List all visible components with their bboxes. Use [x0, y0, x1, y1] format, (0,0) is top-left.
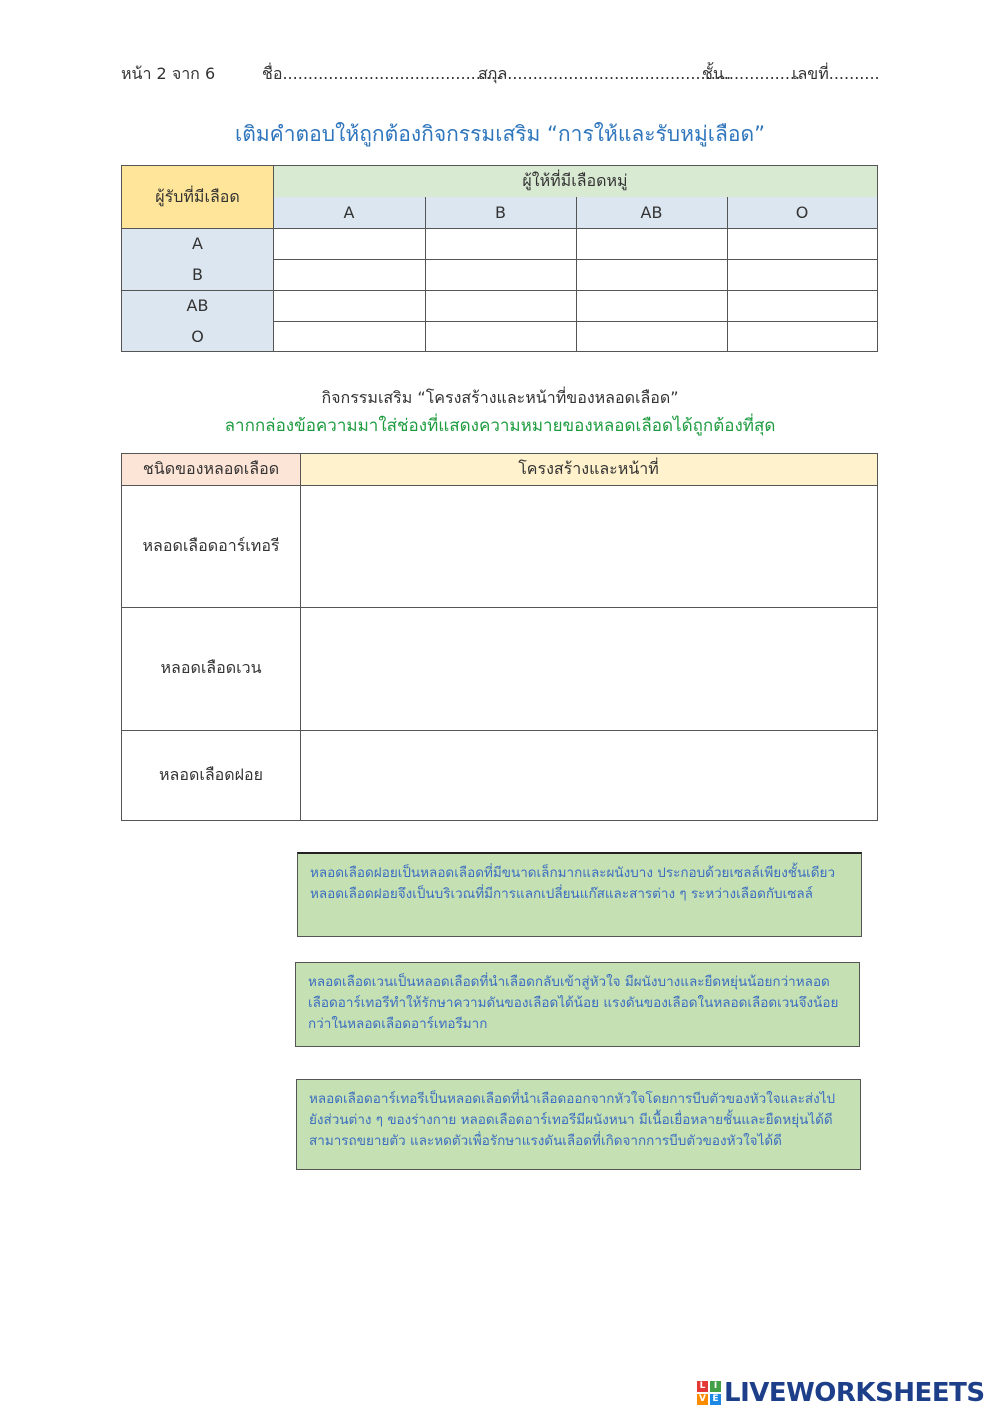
answer-cell[interactable] — [274, 322, 425, 351]
grid-line — [576, 197, 577, 351]
drag-box-artery[interactable]: หลอดเลือดอาร์เทอรีเป็นหลอดเลือดที่นำเลือดออกจากหัวใจโดยการบีบตัวของหัวใจและส่งไปยังส่วนต่าง ๆ ของร่างกาย หลอดเลือดอาร์เทอรีมีผนังหนา มีเนื้อเยื่อหลายชั้นและยืดหยุ่นได้ดี สามารถขยายตัว และหดตัวเพื่อรักษาแรงดันเลือดที่เกิดจากการบีบตัวของหัวใจได้ดี — [296, 1079, 861, 1170]
recipient-group-o: O — [122, 321, 273, 351]
donor-group-a: A — [273, 197, 425, 228]
grid-line — [727, 197, 728, 351]
grid-line — [122, 228, 877, 229]
answer-cell[interactable] — [426, 229, 576, 259]
donor-group-b: B — [425, 197, 576, 228]
donor-header: ผู้ให้ที่มีเลือดหมู่ — [273, 166, 877, 197]
activity2-instruction: ลากกล่องข้อความมาใส่ช่องที่แสดงความหมายของหลอดเลือดได้ถูกต้องที่สุด — [224, 416, 776, 436]
answer-cell[interactable] — [577, 260, 727, 290]
brand-name: LIVEWORKSHEETS — [724, 1378, 985, 1408]
grid-line — [122, 730, 877, 731]
answer-cell[interactable] — [728, 322, 877, 351]
grid-line — [273, 259, 877, 260]
student-number-field[interactable]: เลขที่.......... — [792, 64, 880, 83]
answer-cell[interactable] — [426, 260, 576, 290]
answer-cell[interactable] — [728, 260, 877, 290]
logo-letter: E — [710, 1394, 721, 1405]
class-field[interactable]: ชั้น............... — [702, 64, 801, 83]
answer-cell[interactable] — [274, 260, 425, 290]
grid-line — [300, 454, 301, 820]
logo-letter: I — [710, 1381, 721, 1392]
logo-icon — [697, 1381, 721, 1405]
liveworksheets-logo — [697, 1377, 985, 1409]
page-number: หน้า 2 จาก 6 — [121, 64, 216, 83]
structure-header: โครงสร้างและหน้าที่ — [300, 454, 877, 485]
recipient-group-ab: AB — [122, 290, 273, 321]
grid-line — [122, 607, 877, 608]
vessel-type-artery: หลอดเลือดอาร์เทอรี — [142, 535, 280, 555]
recipient-header: ผู้รับที่มีเลือด — [122, 166, 273, 228]
answer-cell[interactable] — [274, 229, 425, 259]
drag-box-vein[interactable]: หลอดเลือดเวนเป็นหลอดเลือดที่นำเลือดกลับเข้าสู่หัวใจ มีผนังบางและยืดหยุ่นน้อยกว่าหลอดเลือดอาร์เทอรีทำให้รักษาความดันของเลือดได้น้อย แรงดันของเลือดในหลอดเลือดเวนจึงน้อยกว่าในหลอดเลือดอาร์เทอรีมาก — [295, 962, 860, 1047]
answer-cell[interactable] — [728, 229, 877, 259]
type-header: ชนิดของหลอดเลือด — [122, 454, 300, 485]
donor-group-o: O — [727, 197, 877, 228]
recipient-group-a: A — [122, 228, 273, 259]
blood-vessel-table — [121, 453, 878, 821]
donor-group-ab: AB — [576, 197, 727, 228]
worksheet-title: เติมคำตอบให้ถูกต้องกิจกรรมเสริม “การให้และรับหมู่เลือด” — [235, 122, 765, 146]
grid-line — [273, 321, 877, 322]
answer-cell[interactable] — [728, 291, 877, 321]
answer-cell[interactable] — [577, 229, 727, 259]
logo-letter: L — [697, 1381, 708, 1392]
drop-zone-capillary[interactable] — [301, 731, 877, 820]
grid-line — [425, 197, 426, 351]
activity2-subtitle: กิจกรรมเสริม “โครงสร้างและหน้าที่ของหลอดเลือด” — [321, 388, 679, 407]
answer-cell[interactable] — [426, 291, 576, 321]
drop-zone-artery[interactable] — [301, 486, 877, 607]
drop-zone-vein[interactable] — [301, 608, 877, 730]
vessel-type-vein: หลอดเลือดเวน — [160, 658, 262, 677]
answer-cell[interactable] — [577, 291, 727, 321]
name-field[interactable]: ชื่อ........................................... — [262, 64, 502, 83]
grid-line — [122, 290, 877, 291]
surname-field[interactable]: สกุล............................................ — [478, 64, 732, 83]
vessel-type-capillary: หลอดเลือดฝอย — [159, 764, 263, 784]
grid-line — [122, 485, 877, 486]
answer-cell[interactable] — [274, 291, 425, 321]
recipient-group-b: B — [122, 259, 273, 290]
drag-box-capillary[interactable]: หลอดเลือดฝอยเป็นหลอดเลือดที่มีขนาดเล็กมากและผนังบาง ประกอบด้วยเซลล์เพียงชั้นเดียว หลอดเลือดฝอยจึงเป็นบริเวณที่มีการแลกเปลี่ยนแก๊สและสารต่าง ๆ ระหว่างเลือดกับเซลล์ — [297, 852, 862, 937]
logo-letter: V — [697, 1394, 708, 1405]
answer-cell[interactable] — [426, 322, 576, 351]
answer-cell[interactable] — [577, 322, 727, 351]
blood-group-table — [121, 165, 878, 352]
